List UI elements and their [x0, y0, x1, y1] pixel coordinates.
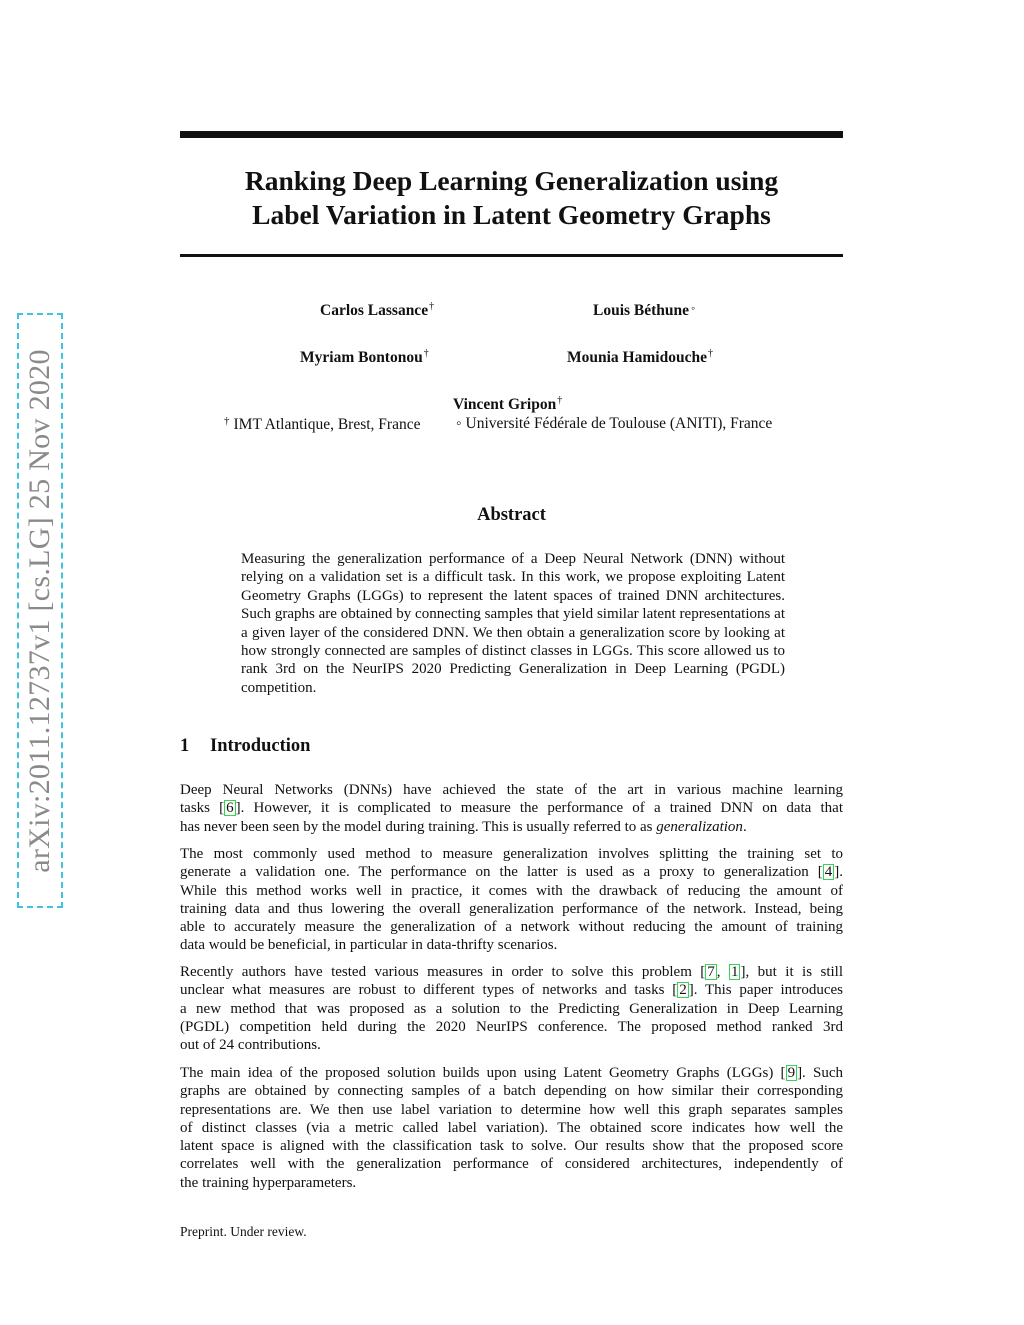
author-name: Louis Béthune — [593, 302, 690, 319]
intro-paragraph-2 — [180, 845, 843, 955]
text-line: of distinct classes (via a metric called label variation). The obtained score indicates how well the — [180, 1119, 843, 1136]
author-carlos-lassance — [320, 301, 434, 320]
text-line: out of 24 contributions. — [180, 1037, 321, 1054]
text-line: the training hyperparameters. — [180, 1174, 357, 1191]
text-line: a new method that was proposed as a solution to the Predicting Generalization in Deep Learning — [180, 1000, 843, 1017]
affiliation-toulouse — [456, 415, 772, 433]
title-top-rule — [180, 131, 843, 138]
affiliation-imt — [224, 415, 420, 434]
text-line: The most commonly used method to measure generalization involves splitting the training set to — [180, 846, 843, 862]
citation-link[interactable]: 2 — [679, 982, 687, 999]
text-line: Recently authors have tested various measures in order to solve this problem [ 7 , 1 ], but it is still — [180, 964, 843, 980]
intro-paragraph-1 — [180, 781, 843, 836]
text-line: data would be beneficial, in particular in data-thrifty scenarios. — [180, 937, 558, 954]
text-line: able to accurately measure the generalization of a network without reducing the amount of training — [180, 919, 843, 936]
author-name: Myriam Bontonou — [300, 349, 423, 366]
title-line-1: Ranking Deep Learning Generalization using — [244, 165, 779, 196]
affiliation-text: IMT Atlantique, Brest, France — [233, 416, 421, 433]
citation-link[interactable]: 4 — [824, 864, 833, 881]
author-myriam-bontonou — [300, 348, 429, 367]
abstract-heading: Abstract — [477, 505, 546, 525]
affiliation-mark: † — [707, 348, 713, 359]
citation-link[interactable]: 7 — [707, 964, 715, 980]
arxiv-stamp[interactable] — [17, 313, 63, 908]
affiliation-mark: † — [557, 395, 563, 406]
emphasis-term: generalization — [656, 818, 743, 835]
text-line: Deep Neural Networks (DNNs) have achieved the state of the art in various machine learning — [180, 782, 843, 798]
author-name: Carlos Lassance — [320, 302, 429, 319]
text-line: representations are. We then use label variation to determine how well this graph separates samples — [180, 1101, 843, 1118]
text-line: training data and thus lowering the overall generalization performance of the network. Instead, being — [180, 900, 843, 917]
text-line: While this method works well in practice, it comes with the drawback of reducing the amount of — [180, 882, 843, 899]
section-heading-introduction — [180, 736, 310, 757]
author-louis-bethune — [593, 301, 695, 320]
text-line: The main idea of the proposed solution builds upon using Latent Geometry Graphs (LGGs) [ 9 ]. Such — [180, 1065, 843, 1081]
arxiv-identifier: arXiv:2011.12737v1 [cs.LG] 25 Nov 2020 — [23, 348, 56, 873]
intro-paragraph-3 — [180, 963, 843, 1054]
text-line: has never been seen by the model during training. This is usually referred to as generalization. — [180, 818, 747, 835]
author-vincent-gripon — [453, 395, 562, 414]
affiliation-mark: † — [224, 415, 230, 427]
affiliation-text: Université Fédérale de Toulouse (ANITI), France — [465, 415, 773, 432]
abstract-text: Measuring the generalization performance of a Deep Neural Network (DNN) without relying on a validation set is a difficult task. In this work, we propose exploiting Latent Geometry Graphs (LGGs) to represent the latent spaces of trained DNN architectures. Such graphs are obtained by connecting samples that yield similar latent representations at a given layer of the considered DNN. We then obtain a generalization score by looking at how strongly connected are samples of distinct classes in LGGs. This score allowed us to rank 3rd on the NeurIPS 2020 Predicting Generalization in Deep Learning (PGDL) competition. — [241, 551, 785, 696]
text-line: graphs are obtained by connecting samples of a batch depending on how similar their corresponding — [180, 1083, 843, 1100]
affiliation-mark: † — [429, 301, 435, 312]
text-line: correlates well with the generalization performance of considered architectures, independently of — [180, 1156, 843, 1173]
title-bottom-rule — [180, 254, 843, 257]
section-title: Introduction — [210, 736, 311, 756]
text-line: (PGDL) competition held during the 2020 NeurIPS conference. The proposed method ranked 3rd — [180, 1018, 843, 1035]
author-mounia-hamidouche — [567, 348, 713, 367]
author-name: Vincent Gripon — [453, 396, 557, 413]
citation-link[interactable]: 9 — [787, 1065, 796, 1081]
footer-preprint-note: Preprint. Under review. — [180, 1224, 307, 1239]
text-line: latent space is aligned with the classification task to solve. Our results show that the proposed score — [180, 1138, 843, 1155]
paper-title — [180, 164, 843, 232]
intro-paragraph-4 — [180, 1064, 843, 1192]
affiliation-mark: ◦ — [691, 301, 696, 315]
author-name: Mounia Hamidouche — [567, 349, 707, 366]
text-line: unclear what measures are robust to different types of networks and tasks [ 2 ]. This paper introduces — [180, 982, 844, 999]
text-line: tasks [ 6 ]. However, it is complicated to measure the performance of a trained DNN on data that — [180, 800, 843, 817]
text-line: generate a validation one. The performance on the latter is used as a proxy to generalization [ 4 ]. — [180, 864, 843, 881]
affiliation-mark: ◦ — [456, 415, 462, 432]
title-line-2: Label Variation in Latent Geometry Graphs — [252, 199, 771, 230]
section-number: 1 — [180, 736, 190, 756]
citation-link[interactable]: 1 — [730, 964, 739, 980]
affiliation-mark: † — [423, 348, 429, 359]
citation-link[interactable]: 6 — [226, 800, 234, 817]
